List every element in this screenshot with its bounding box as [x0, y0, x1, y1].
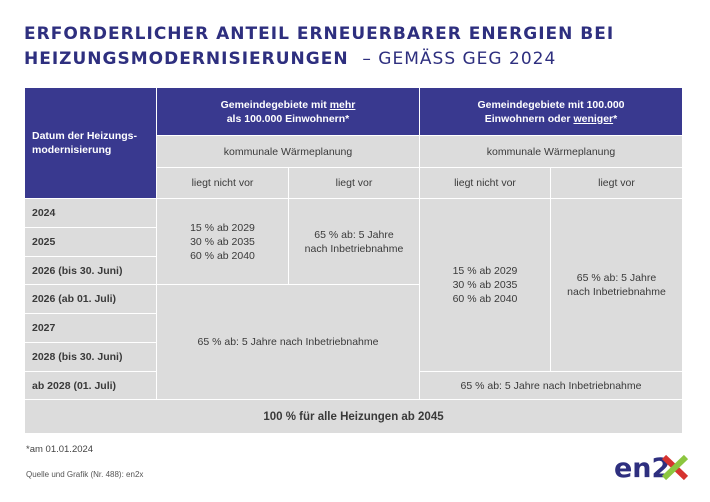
en2x-logo — [614, 452, 690, 487]
g1-not-line1: 15 % ab 2029 — [190, 221, 255, 234]
g2-not-line3: 60 % ab 2040 — [452, 293, 518, 305]
col-header-d: liegt vor — [551, 168, 682, 198]
col-header-b: liegt vor — [289, 168, 419, 198]
header-group-small-mid: Einwohnern oder — [484, 112, 574, 125]
title-line-1: ERFORDERLICHER ANTEIL ERNEUERBARER ENERGIEN BEI — [24, 24, 615, 44]
header-group-small-under: weniger — [573, 112, 614, 125]
row-label: 2026 (ab 01. Juli) — [25, 285, 156, 313]
g1-available-cell — [289, 199, 419, 284]
g2-available-cell — [551, 199, 682, 371]
g2-not-line2: 30 % ab 2035 — [452, 279, 518, 291]
row-label: 2026 (bis 30. Juni) — [25, 257, 156, 284]
g1-not-available-cell — [157, 199, 288, 284]
subheader-planning-2: kommunale Wärmeplanung — [420, 136, 682, 167]
header-group-small-line1: Gemeindegebiete mit 100.000 — [477, 98, 625, 111]
page-title — [24, 22, 614, 72]
g1-later-cell: 65 % ab: 5 Jahre nach Inbetriebnahme — [157, 285, 419, 399]
g2-avail-line2: nach Inbetriebnahme — [567, 286, 666, 298]
g2-not-available-cell — [420, 199, 550, 371]
header-group-large-pre: Gemeindegebiete mit — [220, 98, 330, 111]
g2-not-line1: 15 % ab 2029 — [452, 265, 518, 277]
row-label: ab 2028 (01. Juli) — [25, 372, 156, 399]
title-line-2 — [24, 47, 614, 72]
header-date-column — [25, 88, 156, 198]
header-group-large — [157, 88, 419, 135]
row-label: 2027 — [25, 314, 156, 342]
header-group-large-under: mehr — [329, 98, 356, 111]
header-group-large-line2: als 100.000 Einwohnern* — [226, 112, 350, 125]
header-date-label: Datum der Heizungs-modernisierung — [32, 130, 138, 156]
col-header-a: liegt nicht vor — [157, 168, 288, 198]
footnote: *am 01.01.2024 — [26, 444, 94, 455]
g1-not-line3: 60 % ab 2040 — [190, 249, 255, 262]
header-group-small-line2 — [485, 112, 617, 126]
row-label: 2024 — [25, 199, 156, 227]
g1-avail-line1: 65 % ab: 5 Jahre — [314, 228, 394, 241]
title-line-2-sub: – GEMÄSS GEG 2024 — [362, 49, 557, 69]
g2-avail-line1: 65 % ab: 5 Jahre — [576, 272, 657, 284]
header-group-small-post: * — [613, 112, 618, 125]
logo-text: en2 — [614, 453, 671, 482]
g1-not-line2: 30 % ab 2035 — [190, 235, 255, 248]
logo-svg — [614, 452, 690, 482]
row-label: 2028 (bis 30. Juni) — [25, 343, 156, 371]
source-credit: Quelle und Grafik (Nr. 488): en2x — [26, 470, 144, 479]
header-group-large-line1 — [221, 98, 356, 112]
g2-last-row-cell: 65 % ab: 5 Jahre nach Inbetriebnahme — [420, 372, 682, 399]
subheader-planning-1: kommunale Wärmeplanung — [157, 136, 419, 167]
footer-row-2045: 100 % für alle Heizungen ab 2045 — [25, 400, 682, 433]
title-line-2-bold: HEIZUNGSMODERNISIERUNGEN — [24, 49, 349, 69]
header-group-small — [420, 88, 682, 135]
g1-avail-line2: nach Inbetriebnahme — [304, 242, 404, 255]
row-label: 2025 — [25, 228, 156, 256]
col-header-c: liegt nicht vor — [420, 168, 550, 198]
